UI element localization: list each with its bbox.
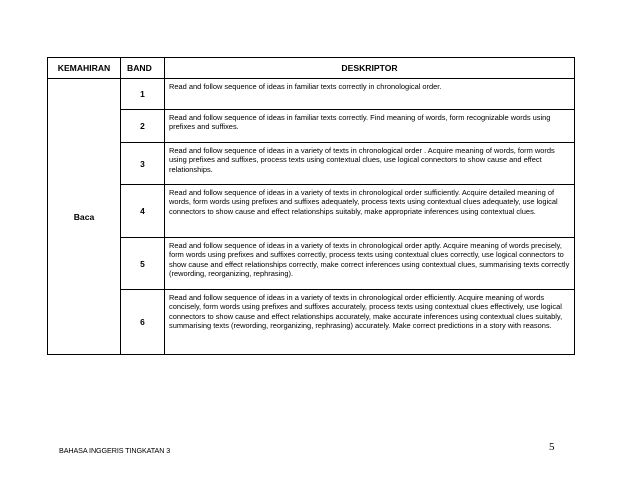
table-row	[48, 79, 575, 110]
band-cell: 4	[121, 185, 165, 238]
band-cell: 2	[121, 110, 165, 143]
table-row	[48, 238, 575, 290]
table-row	[48, 110, 575, 143]
descriptor-cell: Read and follow sequence of ideas in a variety of texts in chronological order efficiently. Acquire meaning of words concisely, form words using prefixes and suffixes accurately, process texts using contextual clues effectively, use logical connectors to show cause and effect relationships accurately, make accurate inferences using contextual clues suitably, summarising texts (rewording, reorganizing, rephrasing) accurately. Make correct predictions in a story with reasons.	[165, 290, 575, 355]
footer-title: BAHASA INGGERIS TINGKATAN 3	[59, 446, 171, 455]
band-cell: 6	[121, 290, 165, 355]
table-header-row	[48, 58, 575, 79]
header-skill: KEMAHIRAN	[48, 58, 121, 79]
skill-cell: Baca	[48, 79, 121, 355]
table-row	[48, 290, 575, 355]
page-number: 5	[549, 441, 555, 453]
band-cell: 5	[121, 238, 165, 290]
descriptor-cell: Read and follow sequence of ideas in familiar texts correctly in chronological order.	[165, 79, 575, 110]
header-descriptor: DESKRIPTOR	[165, 58, 575, 79]
table-row	[48, 143, 575, 185]
header-band: BAND	[121, 58, 165, 79]
descriptor-cell: Read and follow sequence of ideas in a variety of texts in chronological order sufficiently. Acquire detailed meaning of words, form words using prefixes and suffixes adequately, process texts using contextual clues adequately, use logical connectors to show cause and effect relationships suitably, make appropriate inferences using contextual clues.	[165, 185, 575, 238]
table-row	[48, 185, 575, 238]
band-cell: 1	[121, 79, 165, 110]
descriptor-cell: Read and follow sequence of ideas in familiar texts correctly. Find meaning of words, form recognizable words using prefixes and suffixes.	[165, 110, 575, 143]
descriptor-cell: Read and follow sequence of ideas in a variety of texts in chronological order . Acquire meaning of words, form words using prefixes and suffixes, process texts using contextual clues, use logical connectors to show cause and effect relationships.	[165, 143, 575, 185]
descriptor-cell: Read and follow sequence of ideas in a variety of texts in chronological order aptly. Acquire meaning of words precisely, form words using prefixes and suffixes correctly, process texts using contextual clues correctly, use logical connectors to show cause and effect relationships correctly, make correct inferences using contextual clues, summarising texts correctly (rewording, reorganizing, rephrasing).	[165, 238, 575, 290]
band-cell: 3	[121, 143, 165, 185]
descriptor-table	[47, 57, 575, 355]
